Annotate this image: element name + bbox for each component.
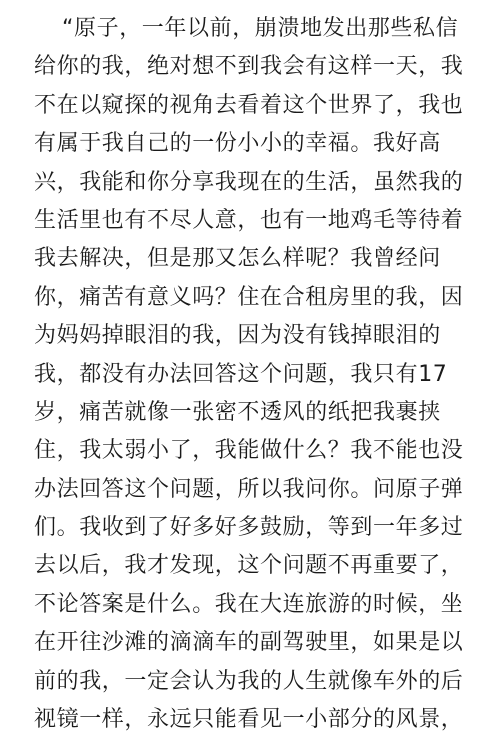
text-line: 不在以窥探的视角去看着这个世界了，我也 [34, 92, 464, 118]
text-line: 我，都没有办法回答这个问题，我只有17 [34, 361, 448, 387]
text-line: 生活里也有不尽人意，也有一地鸡毛等待着 [34, 207, 464, 233]
text-line: 住，我太弱小了，我能做什么？我不能也没 [34, 438, 464, 464]
text-line: 不论答案是什么。我在大连旅游的时候，坐 [34, 591, 464, 617]
text-line: 兴，我能和你分享我现在的生活，虽然我的 [34, 169, 464, 195]
text-line: 去以后，我才发现，这个问题不再重要了， [34, 553, 464, 579]
text-line: 我去解决，但是那又怎么样呢？我曾经问 [34, 246, 441, 272]
text-line: 岁，痛苦就像一张密不透风的纸把我裹挟 [34, 399, 441, 425]
text-line: 你，痛苦有意义吗？住在合租房里的我，因 [34, 284, 464, 310]
text-line: 们。我收到了好多好多鼓励，等到一年多过 [34, 515, 464, 541]
text-line: 视镜一样，永远只能看见一小部分的风景， [34, 707, 464, 733]
text-line: 前的我，一定会认为我的人生就像车外的后 [34, 668, 464, 694]
text-line: 为妈妈掉眼泪的我，因为没有钱掉眼泪的 [34, 323, 441, 349]
article-body [34, 10, 474, 739]
text-line: 办法回答这个问题，所以我问你。问原子弹 [34, 476, 464, 502]
text-line: 有属于我自己的一份小小的幸福。我好高 [34, 131, 441, 157]
text-line: 在开往沙滩的滴滴车的副驾驶里，如果是以 [34, 630, 464, 656]
text-line: 给你的我，绝对想不到我会有这样一天，我 [34, 54, 464, 80]
text-line: “原子，一年以前，崩溃地发出那些私信 [62, 16, 459, 41]
